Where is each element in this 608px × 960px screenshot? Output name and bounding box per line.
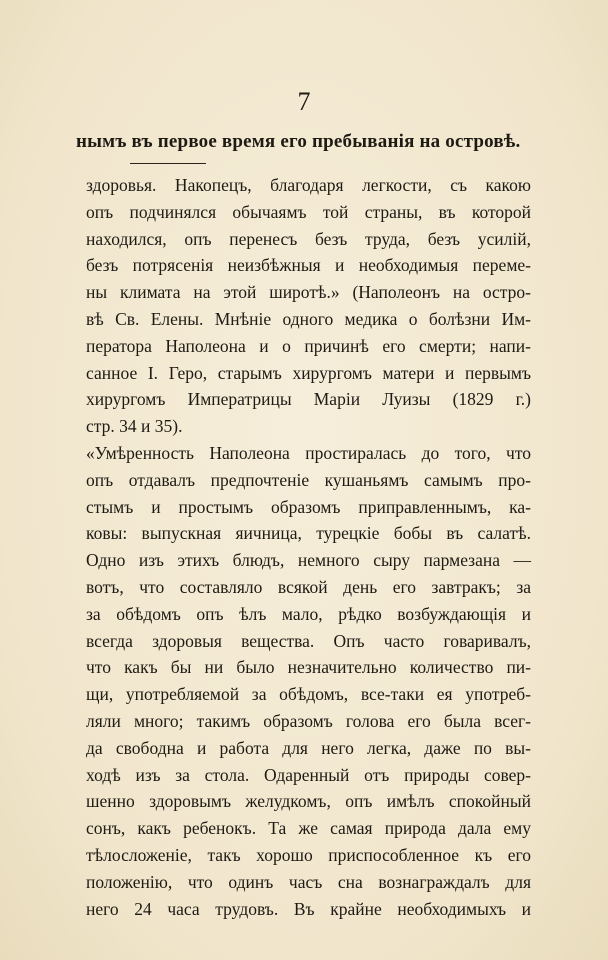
text-line: ператора Наполеона и о причинѣ его смерти; напи-	[86, 335, 531, 356]
text-line: него 24 часа трудовъ. Въ крайне необходимыхъ и	[86, 898, 531, 919]
text-line: вотъ, что составляло всякой день его завтракъ; за	[86, 576, 531, 597]
text-line: стымъ и простымъ образомъ приправленнымъ, ка-	[86, 496, 531, 517]
body-text	[86, 172, 531, 922]
text-line: ны климата на этой широтѣ.» (Наполеонъ на остро-	[86, 282, 531, 303]
running-head: нымъ въ первое время его пребыванія на островѣ.	[76, 131, 521, 152]
text-line: безъ потрясенія неизбѣжныя и необходимыя переме-	[86, 255, 531, 276]
text-line: шенно здоровымъ желудкомъ, опъ имѣлъ спокойный	[86, 791, 531, 812]
text-line: санное І. Геро, старымъ хирургомъ матери и первымъ	[86, 362, 531, 383]
text-line: да свободна и работа для него легка, даже по вы-	[86, 737, 531, 758]
text-line: щи, употребляемой за обѣдомъ, все-таки ея употреб-	[86, 684, 531, 705]
text-line: положенію, что одинъ часъ сна вознаграждалъ для	[86, 871, 531, 892]
paragraph-1	[86, 172, 531, 440]
text-line: что какъ бы ни было незначительно количество пи-	[86, 657, 531, 678]
text-line: опъ отдавалъ предпочтеніе кушаньямъ самымъ про-	[86, 469, 531, 490]
header-rule	[130, 163, 206, 164]
text-line: ляли много; такимъ образомъ голова его была всег-	[86, 710, 531, 731]
text-line: ковы: выпускная яичница, турецкіе бобы въ салатѣ.	[86, 523, 531, 544]
text-line: здоровья. Накопецъ, благодаря легкости, съ какою	[86, 175, 531, 195]
text-line: за обѣдомъ опъ ѣлъ мало, рѣдко возбуждающія и	[86, 603, 531, 624]
text-line: тѣлосложеніе, такъ хорошо приспособленное къ его	[86, 844, 531, 865]
text-line: сонъ, какъ ребенокъ. Та же самая природа дала ему	[86, 818, 531, 839]
page-number: 7	[297, 87, 311, 116]
paragraph-2	[86, 440, 531, 922]
text-line: вѣ Св. Елены. Мнѣніе одного медика о болѣзни Им-	[86, 308, 531, 329]
text-line: «Умѣренность Наполеона простиралась до того, что	[86, 442, 531, 463]
text-line: находился, опъ перенесъ безъ труда, безъ усилій,	[86, 228, 531, 249]
text-line: хирургомъ Императрицы Маріи Луизы (1829 г.)	[86, 389, 531, 410]
text-line: всегда здоровыя вещества. Опъ часто говаривалъ,	[86, 630, 531, 651]
text-line: ходѣ изъ за стола. Одаренный отъ природы совер-	[86, 764, 531, 785]
text-line: стр. 34 и 35).	[86, 416, 183, 437]
text-line: опъ подчинялся обычаямъ той страны, въ которой	[86, 201, 531, 222]
text-line: Одно изъ этихъ блюдъ, немного сыру пармезана —	[86, 550, 531, 571]
